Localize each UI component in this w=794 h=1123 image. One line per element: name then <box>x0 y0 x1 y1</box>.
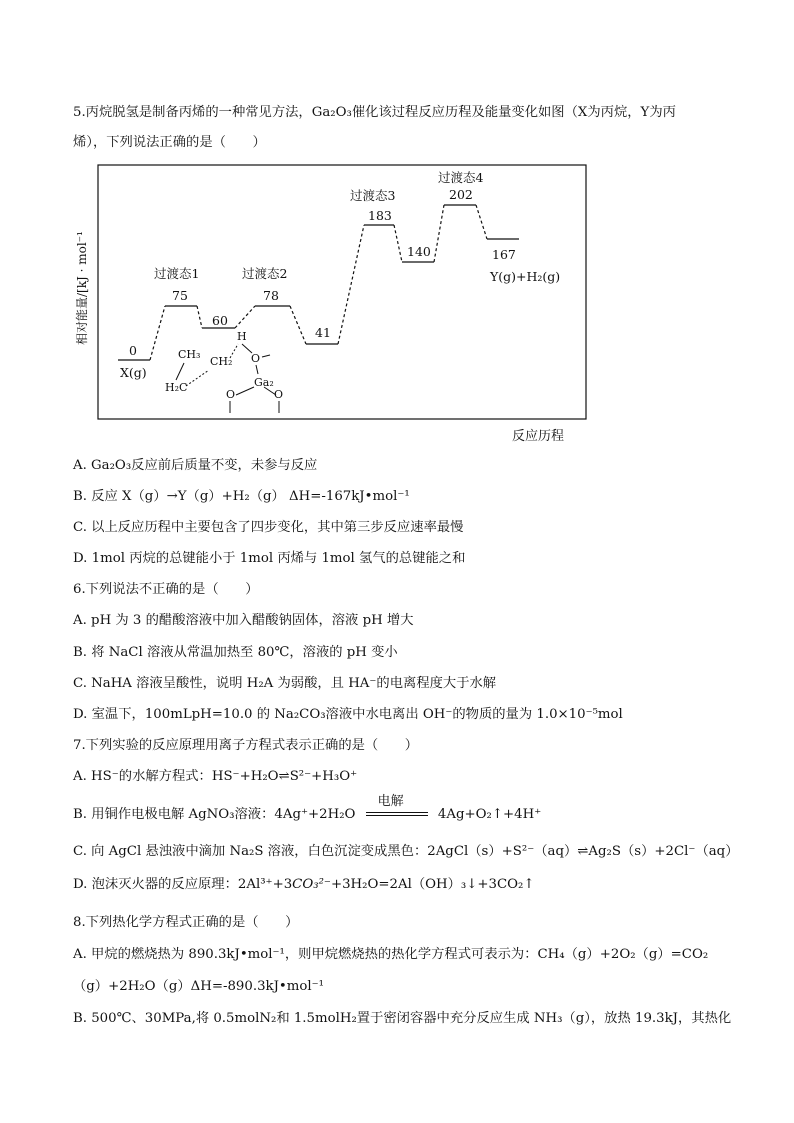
q7-d-left: D. 泡沫灭火器的反应原理：2Al³⁺+3 <box>73 877 293 892</box>
q6-option-c: C. NaHA 溶液呈酸性，说明 H₂A 为弱酸，且 HA⁻的电离程度大于水解 <box>73 676 497 691</box>
q5-option-a: A. Ga₂O₃反应前后质量不变，未参与反应 <box>73 458 318 473</box>
energy-140: 140 <box>407 244 431 259</box>
q8-stem: 8.下列热化学方程式正确的是（ ） <box>73 915 299 930</box>
q5-option-d: D. 1mol 丙烷的总键能小于 1mol 丙烯与 1mol 氢气的总键能之和 <box>73 551 466 566</box>
q6-option-a: A. pH 为 3 的醋酸溶液中加入醋酸钠固体，溶液 pH 增大 <box>73 613 414 628</box>
q6-option-d: D. 室温下，100mLpH=10.0 的 Na₂CO₃溶液中水电离出 OH⁻的物质的量为 1.0×10⁻⁵mol <box>73 707 623 722</box>
label-reactant: X(g) <box>120 365 147 380</box>
q7-option-c: C. 向 AgCl 悬浊液中滴加 Na₂S 溶液，白色沉淀变成黑色：2AgCl（s）+S²⁻（aq）⇌Ag₂S（s）+2Cl⁻（aq） <box>73 844 739 859</box>
energy-167: 167 <box>492 247 516 262</box>
q8-option-a-line1: A. 甲烷的燃烧热为 890.3kJ•mol⁻¹，则甲烷燃烧热的热化学方程式可表示为：CH₄（g）+2O₂（g）=CO₂ <box>73 947 709 962</box>
mol-ch3: CH₃ <box>178 348 201 361</box>
label-ts4: 过渡态4 <box>438 170 484 185</box>
q7-b-left: B. 用铜作电极电解 AgNO₃溶液：4Ag⁺+2H₂O <box>73 807 356 822</box>
q5-stem-line1: 5.丙烷脱氢是制备丙烯的一种常见方法，Ga₂O₃催化该过程反应历程及能量变化如图（X为丙烷，Y为丙 <box>73 105 676 120</box>
electrolysis-arrow <box>366 794 428 824</box>
mol-ga: Ga₂ <box>254 376 274 389</box>
energy-75: 75 <box>172 288 188 303</box>
q7-b-right: 4Ag+O₂↑+4H⁺ <box>437 807 542 822</box>
energy-202: 202 <box>449 187 473 202</box>
energy-60: 60 <box>212 313 228 328</box>
mol-h2c: H₂C <box>165 381 188 394</box>
mol-o-right: O <box>274 388 284 401</box>
energy-diagram <box>70 160 590 450</box>
mol-o-top: O <box>251 352 261 365</box>
q8-option-a-line2: （g）+2H₂O（g）ΔH=-890.3kJ•mol⁻¹ <box>73 979 324 994</box>
label-product: Y(g)+H₂(g) <box>490 269 561 284</box>
energy-78: 78 <box>263 288 279 303</box>
q7-option-b <box>73 794 542 824</box>
y-axis-label: 相对能量/[kJ · mol⁻¹ <box>75 231 89 345</box>
label-ts3: 过渡态3 <box>350 188 396 203</box>
q7-option-a: A. HS⁻的水解方程式：HS⁻+H₂O⇌S²⁻+H₃O⁺ <box>73 769 358 784</box>
label-ts2: 过渡态2 <box>242 266 288 281</box>
mol-h: H <box>237 330 247 343</box>
mol-o-left: O <box>226 388 236 401</box>
q7-d-right: +3H₂O=2Al（OH）₃↓+3CO₂↑ <box>330 877 535 892</box>
energy-183: 183 <box>368 208 392 223</box>
x-axis-label: 反应历程 <box>512 429 565 444</box>
q7-option-d <box>73 876 535 894</box>
electrolysis-label: 电解 <box>377 794 404 809</box>
ts2-structure <box>165 330 283 413</box>
q8-option-b-line1: B. 500℃、30MPa,将 0.5molN₂和 1.5molH₂置于密闭容器中充分反应生成 NH₃（g），放热 19.3kJ，其热化 <box>73 1011 732 1026</box>
q5-stem-line2: 烯），下列说法正确的是（ ） <box>73 135 266 150</box>
q5-option-c: C. 以上反应历程中主要包含了四步变化，其中第三步反应速率最慢 <box>73 520 464 535</box>
mol-ch2: CH₂ <box>210 355 233 368</box>
energy-diagram-svg <box>70 160 590 450</box>
q6-stem: 6.下列说法不正确的是（ ） <box>73 582 259 597</box>
energy-41: 41 <box>315 325 331 340</box>
label-ts1: 过渡态1 <box>154 266 200 281</box>
carbonate-ion: CO₃²⁻ <box>292 877 331 892</box>
energy-0: 0 <box>129 343 137 358</box>
q7-stem: 7.下列实验的反应原理用离子方程式表示正确的是（ ） <box>73 738 419 753</box>
q6-option-b: B. 将 NaCl 溶液从常温加热至 80℃，溶液的 pH 变小 <box>73 645 398 660</box>
q5-option-b: B. 反应 X（g）→Y（g）+H₂（g） ΔH=-167kJ•mol⁻¹ <box>73 489 410 504</box>
